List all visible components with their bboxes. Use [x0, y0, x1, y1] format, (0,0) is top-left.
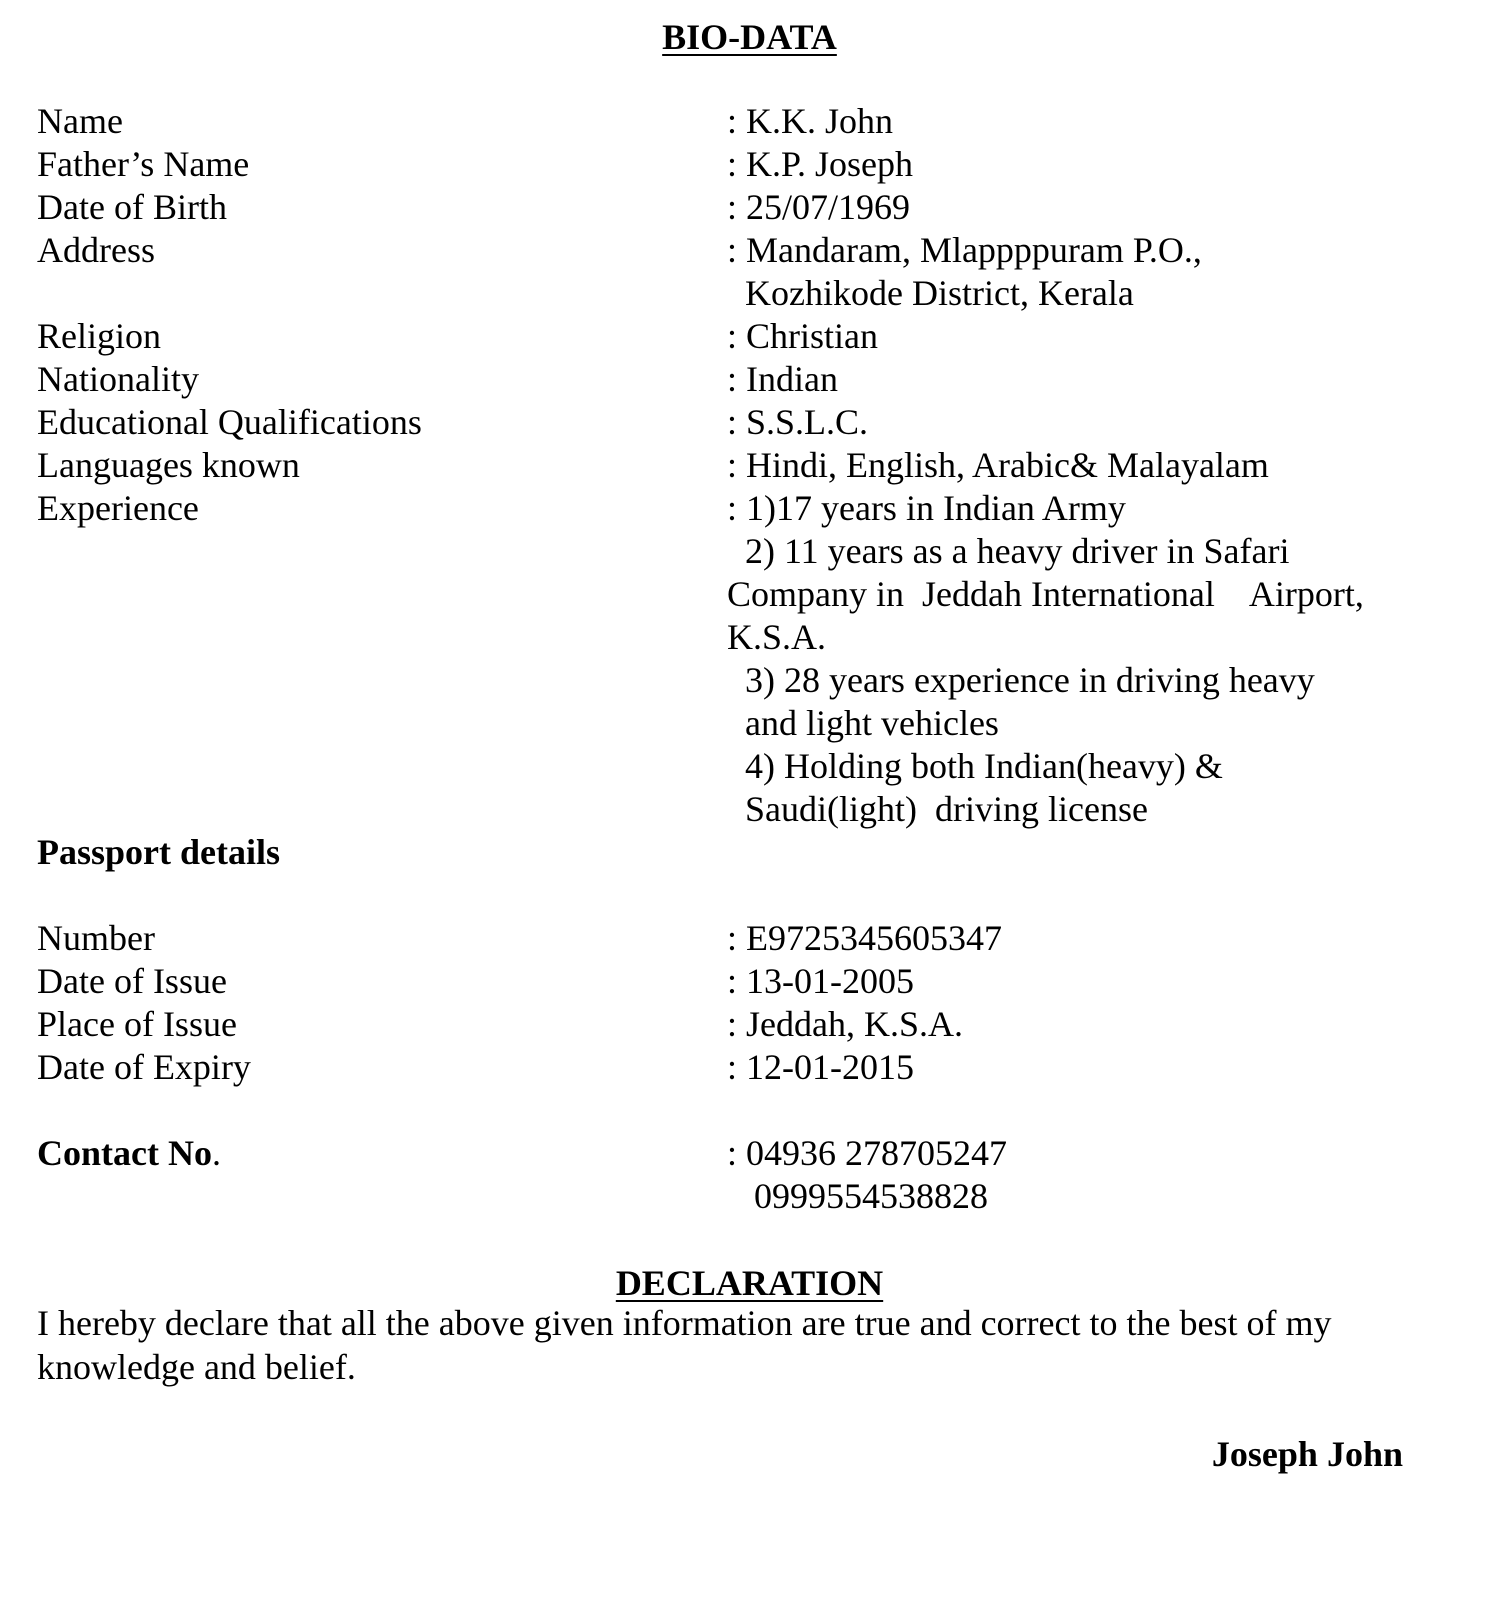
passport-label-date-of-issue: Date of Issue [37, 961, 227, 1001]
experience-line-8: Saudi(light) driving license [727, 789, 1148, 829]
field-value-date-of-birth: : 25/07/1969 [727, 187, 911, 227]
passport-heading: Passport details [37, 832, 280, 872]
signature-name: Joseph John [1211, 1434, 1403, 1474]
contact-label-suffix: . [211, 1133, 221, 1173]
experience-line-7: 4) Holding both Indian(heavy) & [727, 746, 1223, 786]
field-value-languages: : Hindi, English, Arabic& Malayalam [727, 445, 1269, 485]
contact-value-2: 0999554538828 [727, 1176, 988, 1216]
experience-line-2: 2) 11 years as a heavy driver in Safari [727, 531, 1290, 571]
passport-label-number: Number [37, 918, 155, 958]
field-value-address-line1: : Mandaram, Mlappppuram P.O., [727, 230, 1202, 270]
field-value-religion: : Christian [727, 316, 878, 356]
contact-value-1: : 04936 278705247 [727, 1133, 1008, 1173]
passport-value-place-of-issue: : Jeddah, K.S.A. [727, 1004, 963, 1044]
experience-line-1: : 1)17 years in Indian Army [727, 488, 1126, 528]
field-label-nationality: Nationality [37, 359, 199, 399]
field-value-nationality: : Indian [727, 359, 838, 399]
experience-line-3: Company in Jeddah International Airport, [727, 574, 1364, 614]
contact-label [37, 1135, 221, 1171]
field-label-education: Educational Qualifications [37, 402, 422, 442]
document-title: BIO-DATA [662, 17, 837, 57]
field-label-address: Address [37, 230, 155, 270]
declaration-text: I hereby declare that all the above given information are true and correct to the best of my knowledge and belief. [37, 1303, 1332, 1387]
experience-line-4: K.S.A. [727, 617, 827, 657]
passport-value-number: : E9725345605347 [727, 918, 1002, 958]
field-label-languages: Languages known [37, 445, 300, 485]
field-label-religion: Religion [37, 316, 161, 356]
declaration-heading: DECLARATION [615, 1263, 884, 1303]
field-value-address-line2: Kozhikode District, Kerala [727, 273, 1134, 313]
field-label-name: Name [37, 101, 123, 141]
contact-label-text: Contact No [37, 1133, 212, 1173]
passport-label-date-of-expiry: Date of Expiry [37, 1047, 251, 1087]
field-label-date-of-birth: Date of Birth [37, 187, 227, 227]
field-label-experience: Experience [37, 488, 199, 528]
experience-line-5: 3) 28 years experience in driving heavy [727, 660, 1315, 700]
field-value-fathers-name: : K.P. Joseph [727, 144, 914, 184]
passport-label-place-of-issue: Place of Issue [37, 1004, 237, 1044]
passport-value-date-of-issue: : 13-01-2005 [727, 961, 914, 1001]
passport-value-date-of-expiry: : 12-01-2015 [727, 1047, 914, 1087]
field-label-fathers-name: Father’s Name [37, 144, 250, 184]
field-value-name: : K.K. John [727, 101, 894, 141]
field-value-education: : S.S.L.C. [727, 402, 869, 442]
experience-line-6: and light vehicles [727, 703, 999, 743]
